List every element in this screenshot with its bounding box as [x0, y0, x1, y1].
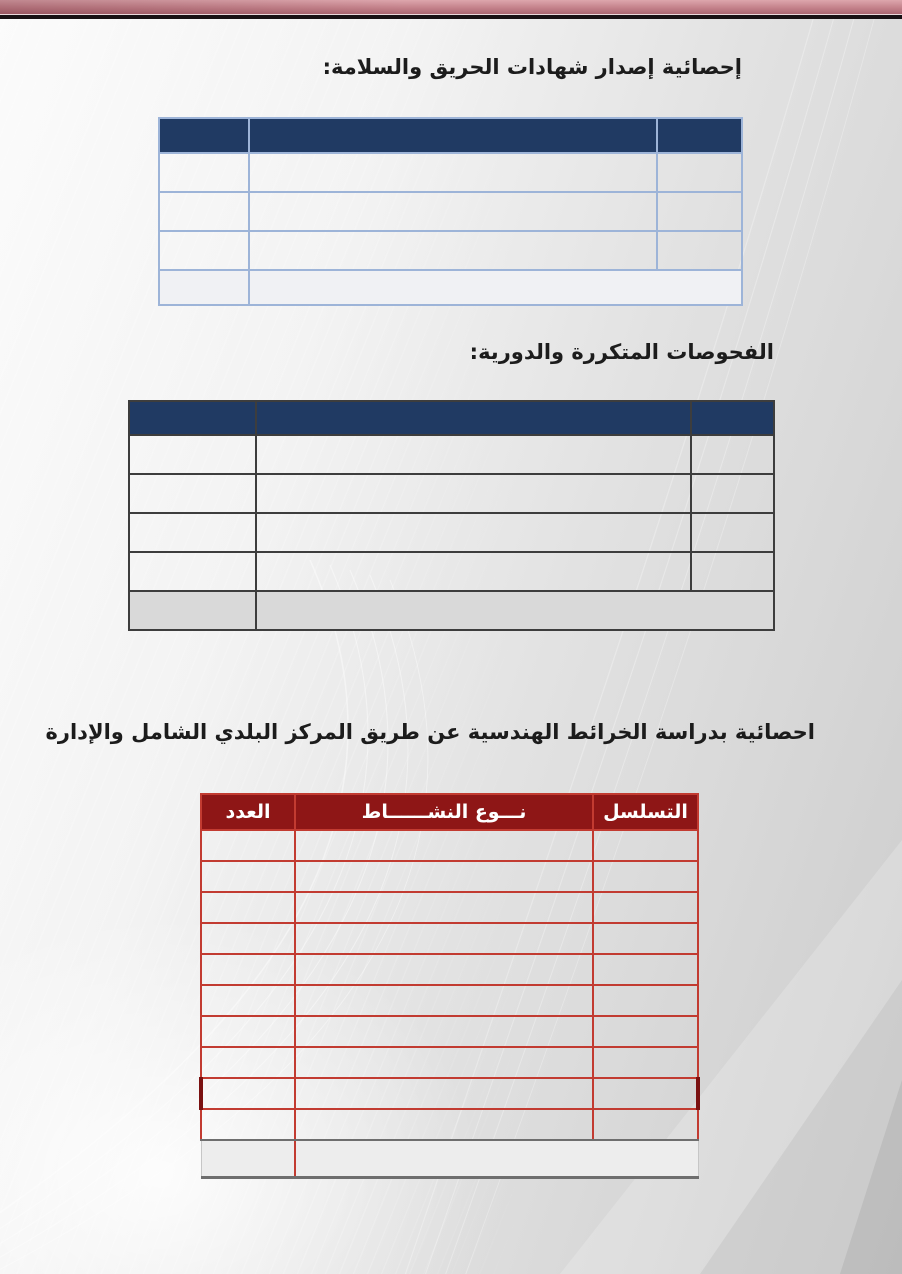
- header-cell: [129, 401, 256, 435]
- table-cell: [295, 985, 593, 1016]
- table-cell: [691, 474, 774, 513]
- table-cell: [295, 1016, 593, 1047]
- table-header-row: [129, 401, 774, 435]
- fire-safety-table: [158, 117, 743, 306]
- table-row: [201, 861, 698, 892]
- table-row: [201, 1047, 698, 1078]
- table-cell: [201, 1047, 295, 1078]
- table-cell: [201, 1078, 295, 1109]
- table-footer-row: [159, 270, 742, 305]
- table-cell: [129, 435, 256, 474]
- header-cell-sequence: التسلسل: [593, 794, 698, 830]
- top-accent-bar: [0, 0, 902, 15]
- table-header-row: [159, 118, 742, 153]
- table-cell: [593, 830, 698, 861]
- table-cell: [593, 861, 698, 892]
- table-cell: [657, 192, 742, 231]
- header-cell: [256, 401, 691, 435]
- header-cell-count: العدد: [201, 794, 295, 830]
- footer-merged-cell: [249, 270, 742, 305]
- table-row: [129, 435, 774, 474]
- footer-cell: [201, 1140, 295, 1177]
- top-black-line: [0, 15, 902, 19]
- header-cell-activity-type: نـــوع النشــــــاط: [295, 794, 593, 830]
- table-cell: [691, 552, 774, 591]
- table-cell: [256, 435, 691, 474]
- table-cell: [201, 1109, 295, 1140]
- footer-merged-cell: [256, 591, 774, 630]
- header-cell: [159, 118, 249, 153]
- table-cell: [295, 861, 593, 892]
- table-footer-row: [129, 591, 774, 630]
- table-cell: [256, 474, 691, 513]
- table-cell: [201, 830, 295, 861]
- table-cell: [657, 153, 742, 192]
- table-cell: [295, 830, 593, 861]
- table-cell: [593, 923, 698, 954]
- table-header-row: [201, 794, 698, 830]
- table-cell: [593, 1078, 698, 1109]
- table-cell: [295, 1078, 593, 1109]
- table-cell: [593, 1109, 698, 1140]
- table-cell: [691, 513, 774, 552]
- table-cell: [249, 231, 657, 270]
- heading-maps-study-stats: احصائية بدراسة الخرائط الهندسية عن طريق المركز البلدي الشامل والإدارة: [45, 720, 815, 744]
- table-row: [129, 552, 774, 591]
- table-row: [129, 513, 774, 552]
- footer-merged-cell: [295, 1140, 698, 1177]
- table-cell: [201, 954, 295, 985]
- table-row: [201, 954, 698, 985]
- table-cell: [593, 1016, 698, 1047]
- table-cell: [249, 192, 657, 231]
- table-cell: [249, 153, 657, 192]
- table-cell: [295, 1109, 593, 1140]
- table-row: [159, 192, 742, 231]
- header-cell: [691, 401, 774, 435]
- table-cell: [295, 954, 593, 985]
- table-row: [201, 923, 698, 954]
- table-cell: [691, 435, 774, 474]
- heading-periodic-inspections: الفحوصات المتكررة والدورية:: [469, 340, 774, 364]
- table-row: [159, 153, 742, 192]
- table-cell: [593, 985, 698, 1016]
- table-cell: [201, 985, 295, 1016]
- periodic-inspections-table: [128, 400, 775, 631]
- table-row: [201, 892, 698, 923]
- table-row: [201, 830, 698, 861]
- table-row: [129, 474, 774, 513]
- footer-cell: [159, 270, 249, 305]
- table-cell: [129, 552, 256, 591]
- table-row-highlighted-border: [201, 1078, 698, 1109]
- table-row: [159, 231, 742, 270]
- table-cell: [256, 513, 691, 552]
- table-cell: [295, 892, 593, 923]
- table-row: [201, 1109, 698, 1140]
- table-cell: [129, 474, 256, 513]
- footer-cell: [129, 591, 256, 630]
- table-cell: [159, 231, 249, 270]
- table-cell: [201, 892, 295, 923]
- table-cell: [159, 153, 249, 192]
- table-cell: [593, 892, 698, 923]
- table-row: [201, 1016, 698, 1047]
- table-cell: [256, 552, 691, 591]
- table-cell: [295, 923, 593, 954]
- header-cell: [249, 118, 657, 153]
- table-row: [201, 985, 698, 1016]
- table-cell: [201, 1016, 295, 1047]
- table-cell: [295, 1047, 593, 1078]
- header-cell: [657, 118, 742, 153]
- table-cell: [129, 513, 256, 552]
- table-cell: [657, 231, 742, 270]
- table-footer-row: [201, 1140, 698, 1177]
- heading-fire-safety-stats: إحصائية إصدار شهادات الحريق والسلامة:: [322, 55, 742, 79]
- table-cell: [593, 954, 698, 985]
- maps-study-table: [199, 793, 700, 1179]
- table-cell: [201, 861, 295, 892]
- table-cell: [201, 923, 295, 954]
- table-cell: [159, 192, 249, 231]
- table-cell: [593, 1047, 698, 1078]
